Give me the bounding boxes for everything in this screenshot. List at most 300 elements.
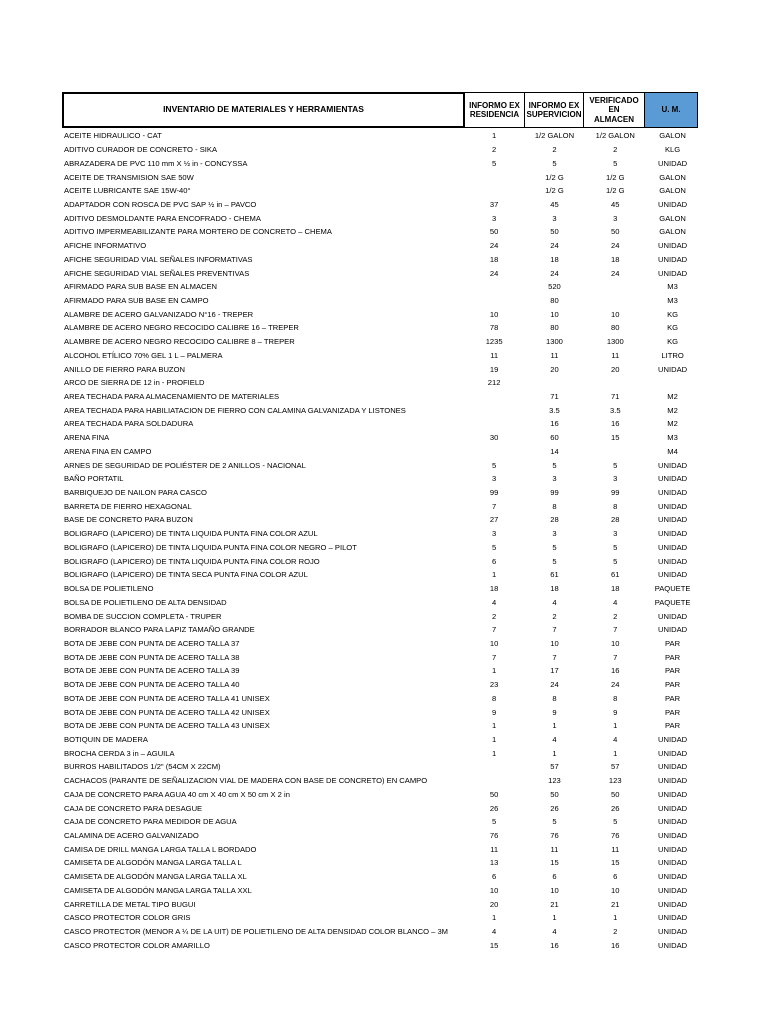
table-row [62, 870, 699, 884]
qty-supervicion: 7 [552, 625, 557, 635]
qty-residencia: 78 [489, 323, 499, 333]
table-row [62, 198, 699, 212]
item-description: AFICHE SEGURIDAD VIAL SEÑALES PREVENTIVAS [64, 268, 250, 278]
unit-measure: UNIDAD [658, 556, 688, 566]
item-description: BOTIQUIN DE MADERA [64, 734, 148, 744]
qty-almacen: 10 [611, 638, 620, 648]
qty-supervicion: 4 [552, 734, 557, 744]
table-row [62, 637, 699, 651]
table-row [62, 829, 699, 843]
table-row [62, 335, 699, 349]
table-row [62, 266, 699, 280]
qty-supervicion: 5 [552, 158, 557, 168]
unit-measure: M4 [667, 446, 678, 456]
qty-supervicion: 3 [552, 213, 557, 223]
qty-residencia: 1 [492, 131, 497, 141]
qty-almacen: 1/2 G [605, 186, 625, 196]
qty-residencia: 7 [492, 652, 497, 662]
item-description: BOMBA DE SUCCION COMPLETA - TRUPER [64, 611, 222, 621]
item-description: ALAMBRE DE ACERO NEGRO RECOCIDO CALIBRE 16 – TREPER [64, 323, 299, 333]
qty-residencia: 10 [489, 638, 499, 648]
qty-residencia: 5 [492, 542, 497, 552]
qty-residencia: 3 [492, 529, 497, 539]
item-description: ACEITE LUBRICANTE SAE 15W-40° [64, 186, 191, 196]
item-description: BOLSA DE POLIETILENO DE ALTA DENSIDAD [64, 597, 227, 607]
item-description: CAJA DE CONCRETO PARA AGUA 40 cm X 40 cm X 50 cm X 2 in [64, 789, 290, 799]
table-row [62, 362, 699, 376]
unit-measure: UNIDAD [658, 364, 688, 374]
qty-almacen: 50 [611, 789, 620, 799]
unit-measure: KG [667, 323, 679, 333]
qty-residencia: 15 [489, 940, 499, 950]
table-row [62, 568, 699, 582]
item-description: ALAMBRE DE ACERO GALVANIZADO N°16 - TREPER [64, 309, 254, 319]
table-row [62, 664, 699, 678]
item-description: ANILLO DE FIERRO PARA BUZON [64, 364, 185, 374]
qty-supervicion: 17 [550, 666, 559, 676]
unit-measure: GALON [659, 131, 686, 141]
table-row [62, 733, 699, 747]
qty-supervicion: 76 [550, 831, 559, 841]
unit-measure: KG [667, 309, 679, 319]
qty-residencia: 1 [492, 570, 497, 580]
qty-almacen: 3 [613, 474, 618, 484]
qty-supervicion: 3 [552, 474, 557, 484]
qty-supervicion: 15 [550, 858, 559, 868]
table-row [62, 595, 699, 609]
qty-almacen: 5 [613, 817, 618, 827]
qty-almacen: 15 [611, 433, 620, 443]
unit-measure: UNIDAD [658, 885, 688, 895]
table-body [62, 129, 699, 952]
qty-almacen: 16 [611, 666, 620, 676]
table-row [62, 321, 699, 335]
qty-supervicion: 1/2 GALON [534, 131, 575, 141]
unit-measure: UNIDAD [658, 803, 688, 813]
qty-residencia: 19 [489, 364, 499, 374]
header-almacen [583, 92, 645, 128]
qty-supervicion: 7 [552, 652, 557, 662]
qty-almacen: 6 [613, 872, 618, 882]
item-description: AREA TECHADA PARA HABILIATACION DE FIERRO CON CALAMINA GALVANIZADA Y LISTONES [64, 405, 406, 415]
item-description: BOLSA DE POLIETILENO [64, 584, 154, 594]
item-description: ACEITE HIDRAULICO - CAT [64, 131, 162, 141]
qty-residencia: 10 [489, 885, 499, 895]
table-row [62, 938, 699, 952]
qty-supervicion: 11 [550, 844, 559, 854]
qty-residencia: 7 [492, 625, 497, 635]
item-description: CAMISA DE DRILL MANGA LARGA TALLA L BORDADO [64, 844, 257, 854]
qty-almacen: 4 [613, 597, 618, 607]
item-description: CASCO PROTECTOR COLOR AMARILLO [64, 940, 210, 950]
qty-supervicion: 9 [552, 707, 557, 717]
item-description: ADITIVO DESMOLDANTE PARA ENCOFRADO - CHEMA [64, 213, 261, 223]
qty-almacen: 15 [611, 858, 620, 868]
table-row [62, 897, 699, 911]
qty-supervicion: 6 [552, 872, 557, 882]
qty-almacen: 1 [613, 721, 618, 731]
qty-supervicion: 60 [550, 433, 559, 443]
item-description: BOLIGRAFO (LAPICERO) DE TINTA LIQUIDA PUNTA FINA COLOR AZUL [64, 529, 318, 539]
item-description: AFICHE SEGURIDAD VIAL SEÑALES INFORMATIVAS [64, 254, 253, 264]
qty-residencia: 1 [492, 748, 497, 758]
table-row [62, 239, 699, 253]
qty-almacen: 2 [613, 145, 618, 155]
qty-almacen: 50 [611, 227, 620, 237]
qty-supervicion: 18 [550, 584, 559, 594]
item-description: AFIRMADO PARA SUB BASE EN CAMPO [64, 295, 209, 305]
qty-supervicion: 11 [550, 350, 559, 360]
unit-measure: UNIDAD [658, 844, 688, 854]
qty-residencia: 10 [489, 309, 499, 319]
item-description: CASCO PROTECTOR COLOR GRIS [64, 913, 191, 923]
table-row [62, 884, 699, 898]
header-supervicion [524, 92, 584, 128]
unit-measure: PAR [665, 707, 681, 717]
item-description: CASCO PROTECTOR (MENOR A ¼ DE LA UIT) DE POLIETILENO DE ALTA DENSIDAD COLOR BLANCO – 3M [64, 927, 448, 937]
qty-supervicion: 99 [550, 488, 559, 498]
item-description: CAMISETA DE ALGODÓN MANGA LARGA TALLA XXL [64, 885, 252, 895]
item-description: BOTA DE JEBE CON PUNTA DE ACERO TALLA 38 [64, 652, 240, 662]
qty-residencia: 5 [492, 158, 497, 168]
table-row [62, 486, 699, 500]
qty-almacen: 3 [613, 213, 618, 223]
unit-measure: UNIDAD [658, 254, 688, 264]
qty-residencia: 50 [489, 789, 499, 799]
item-description: ADITIVO IMPERMEABILIZANTE PARA MORTERO DE CONCRETO – CHEMA [64, 227, 332, 237]
item-description: BAÑO PORTATIL [64, 474, 124, 484]
unit-measure: LITRO [661, 350, 684, 360]
item-description: ARENA FINA EN CAMPO [64, 446, 152, 456]
item-description: CAJA DE CONCRETO PARA DESAGUE [64, 803, 203, 813]
inventory-table [62, 92, 699, 952]
item-description: CAMISETA DE ALGODÓN MANGA LARGA TALLA L [64, 858, 242, 868]
unit-measure: PAR [665, 680, 681, 690]
header-residencia-line2: RESIDENCIA [469, 110, 520, 119]
table-row [62, 541, 699, 555]
qty-supervicion: 5 [552, 460, 557, 470]
header-residencia [464, 92, 525, 128]
table-row [62, 390, 699, 404]
table-row [62, 760, 699, 774]
item-description: ARCO DE SIERRA DE 12 in - PROFIELD [64, 378, 205, 388]
table-row [62, 609, 699, 623]
qty-supervicion: 21 [550, 899, 559, 909]
qty-almacen: 1300 [606, 337, 624, 347]
unit-measure: UNIDAD [658, 501, 688, 511]
table-row [62, 294, 699, 308]
qty-almacen: 45 [611, 199, 620, 209]
qty-residencia: 50 [489, 227, 499, 237]
qty-almacen: 9 [613, 707, 618, 717]
qty-almacen: 26 [611, 803, 620, 813]
qty-almacen: 76 [611, 831, 620, 841]
item-description: BOTA DE JEBE CON PUNTA DE ACERO TALLA 40 [64, 680, 240, 690]
qty-almacen: 2 [613, 927, 618, 937]
table-row [62, 856, 699, 870]
qty-residencia: 23 [489, 680, 499, 690]
item-description: BARRETA DE FIERRO HEXAGONAL [64, 501, 192, 511]
qty-supervicion: 5 [552, 817, 557, 827]
table-row [62, 403, 699, 417]
qty-residencia: 5 [492, 460, 497, 470]
qty-almacen: 5 [613, 158, 618, 168]
unit-measure: UNIDAD [658, 570, 688, 580]
item-description: CACHACOS (PARANTE DE SEÑALIZACION VIAL DE MADERA CON BASE DE CONCRETO) EN CAMPO [64, 776, 428, 786]
qty-supervicion: 16 [550, 419, 559, 429]
unit-measure: KG [667, 337, 679, 347]
qty-residencia: 18 [489, 584, 499, 594]
qty-residencia: 30 [489, 433, 499, 443]
unit-measure: M2 [667, 419, 678, 429]
item-description: ALAMBRE DE ACERO NEGRO RECOCIDO CALIBRE 8 – TREPER [64, 337, 295, 347]
qty-residencia: 2 [492, 611, 497, 621]
unit-measure: UNIDAD [658, 776, 688, 786]
qty-residencia: 26 [489, 803, 499, 813]
item-description: BOTA DE JEBE CON PUNTA DE ACERO TALLA 39 [64, 666, 240, 676]
table-row [62, 719, 699, 733]
table-row [62, 746, 699, 760]
qty-supervicion: 1/2 G [545, 172, 564, 182]
header-unit: U. M. [644, 92, 698, 128]
qty-residencia: 8 [492, 693, 497, 703]
qty-almacen: 5 [613, 460, 618, 470]
unit-measure: UNIDAD [658, 789, 688, 799]
qty-almacen: 18 [611, 584, 620, 594]
qty-almacen: 28 [611, 515, 620, 525]
unit-measure: UNIDAD [658, 872, 688, 882]
item-description: CALAMINA DE ACERO GALVANIZADO [64, 831, 199, 841]
unit-measure: UNIDAD [658, 748, 688, 758]
unit-measure: UNIDAD [658, 488, 688, 498]
header-residencia-line1: INFORMO EX [469, 100, 520, 110]
table-row [62, 499, 699, 513]
qty-almacen: 21 [611, 899, 620, 909]
qty-supervicion: 123 [548, 776, 561, 786]
table-row [62, 582, 699, 596]
item-description: AREA TECHADA PARA SOLDADURA [64, 419, 194, 429]
qty-almacen: 7 [613, 625, 618, 635]
qty-residencia: 18 [489, 254, 499, 264]
table-row [62, 472, 699, 486]
qty-supervicion: 61 [550, 570, 559, 580]
qty-almacen: 16 [611, 419, 620, 429]
qty-supervicion: 1/2 G [545, 186, 564, 196]
qty-almacen: 61 [611, 570, 620, 580]
qty-supervicion: 18 [550, 254, 559, 264]
qty-almacen: 71 [611, 392, 620, 402]
qty-almacen: 80 [611, 323, 620, 333]
qty-almacen: 24 [611, 680, 620, 690]
qty-supervicion: 8 [552, 693, 557, 703]
qty-supervicion: 8 [552, 501, 557, 511]
table-row [62, 156, 699, 170]
unit-measure: UNIDAD [658, 913, 688, 923]
qty-almacen: 1 [613, 913, 618, 923]
qty-supervicion: 20 [550, 364, 559, 374]
qty-residencia: 4 [492, 597, 497, 607]
qty-residencia: 2 [492, 145, 497, 155]
qty-almacen: 8 [613, 693, 618, 703]
qty-residencia: 1 [492, 734, 497, 744]
qty-supervicion: 3 [552, 529, 557, 539]
qty-residencia: 7 [492, 501, 497, 511]
unit-measure: M3 [667, 433, 678, 443]
qty-supervicion: 2 [552, 145, 557, 155]
item-description: ABRAZADERA DE PVC 110 mm X ½ in - CONCYSSA [64, 158, 248, 168]
qty-residencia: 20 [489, 899, 499, 909]
qty-almacen: 2 [613, 611, 618, 621]
unit-measure: M3 [667, 282, 678, 292]
table-row [62, 705, 699, 719]
item-description: BOLIGRAFO (LAPICERO) DE TINTA SECA PUNTA FINA COLOR AZUL [64, 570, 308, 580]
qty-supervicion: 71 [550, 392, 559, 402]
table-row [62, 788, 699, 802]
qty-supervicion: 50 [550, 227, 559, 237]
qty-residencia: 3 [492, 213, 497, 223]
table-row [62, 349, 699, 363]
table-row [62, 925, 699, 939]
unit-measure: UNIDAD [658, 268, 688, 278]
qty-residencia: 1 [492, 666, 497, 676]
qty-supervicion: 28 [550, 515, 559, 525]
qty-almacen: 1/2 GALON [595, 131, 635, 141]
item-description: ARNES DE SEGURIDAD DE POLIÉSTER DE 2 ANILLOS - NACIONAL [64, 460, 306, 470]
table-row [62, 143, 699, 157]
unit-measure: PAR [665, 638, 681, 648]
unit-measure: UNIDAD [658, 515, 688, 525]
unit-measure: UNIDAD [658, 542, 688, 552]
table-title: INVENTARIO DE MATERIALES Y HERRAMIENTAS [62, 92, 465, 128]
item-description: ADITIVO CURADOR DE CONCRETO - SIKA [64, 145, 218, 155]
header-supervicion-line2: SUPERVICION [526, 110, 582, 119]
qty-residencia: 212 [487, 378, 501, 388]
qty-almacen: 24 [611, 268, 620, 278]
unit-measure: PAR [665, 666, 681, 676]
qty-supervicion: 10 [550, 885, 559, 895]
unit-measure: PAQUETE [654, 584, 691, 594]
qty-residencia: 27 [489, 515, 499, 525]
qty-residencia: 99 [489, 488, 499, 498]
table-row [62, 170, 699, 184]
qty-residencia: 37 [489, 199, 499, 209]
qty-supervicion: 4 [552, 597, 557, 607]
unit-measure: GALON [659, 213, 686, 223]
unit-measure: UNIDAD [658, 241, 688, 251]
table-row [62, 184, 699, 198]
unit-measure: KLG [664, 145, 681, 155]
item-description: ARENA FINA [64, 433, 110, 443]
qty-almacen: 3 [613, 529, 618, 539]
table-row [62, 911, 699, 925]
qty-almacen: 11 [611, 350, 620, 360]
unit-measure: UNIDAD [658, 625, 688, 635]
qty-almacen: 1 [613, 748, 618, 758]
table-row [62, 815, 699, 829]
item-description: BORRADOR BLANCO PARA LAPIZ TAMAÑO GRANDE [64, 625, 255, 635]
qty-almacen: 24 [611, 241, 620, 251]
qty-supervicion: 1 [552, 721, 557, 731]
table-row [62, 376, 699, 390]
qty-residencia: 9 [492, 707, 497, 717]
unit-measure: GALON [659, 186, 686, 196]
table-row [62, 513, 699, 527]
unit-measure: GALON [659, 227, 686, 237]
item-description: AFIRMADO PARA SUB BASE EN ALMACEN [64, 282, 218, 292]
item-description: BARBIQUEJO DE NAILON PARA CASCO [64, 488, 207, 498]
unit-measure: GALON [659, 172, 686, 182]
unit-measure: UNIDAD [658, 817, 688, 827]
qty-almacen: 123 [608, 776, 622, 786]
table-header [62, 92, 699, 128]
qty-supervicion: 520 [548, 282, 561, 292]
unit-measure: UNIDAD [658, 158, 688, 168]
unit-measure: UNIDAD [658, 460, 688, 470]
item-description: ALCOHOL ETÍLICO 70% GEL 1 L – PALMERA [64, 350, 223, 360]
qty-supervicion: 1 [552, 748, 557, 758]
qty-almacen: 5 [613, 542, 618, 552]
item-description: CAJA DE CONCRETO PARA MEDIDOR DE AGUA [64, 817, 237, 827]
unit-measure: PAR [665, 721, 681, 731]
item-description: BASE DE CONCRETO PARA BUZON [64, 515, 193, 525]
table-row [62, 129, 699, 143]
qty-residencia: 5 [492, 817, 497, 827]
qty-residencia: 3 [492, 474, 497, 484]
item-description: AFICHE INFORMATIVO [64, 241, 147, 251]
table-row [62, 211, 699, 225]
table-row [62, 623, 699, 637]
qty-almacen: 16 [611, 940, 620, 950]
unit-measure: UNIDAD [658, 899, 688, 909]
qty-supervicion: 24 [550, 680, 559, 690]
unit-measure: M2 [667, 405, 678, 415]
header-almacen-line2: ALMACEN [594, 114, 634, 124]
qty-supervicion: 10 [550, 309, 559, 319]
item-description: CARRETILLA DE METAL TIPO BUGUI [64, 899, 196, 909]
qty-residencia: 11 [490, 844, 499, 854]
qty-residencia: 6 [492, 556, 497, 566]
unit-measure: UNIDAD [658, 858, 688, 868]
item-description: BURROS HABILITADOS 1/2" (54CM X 22CM) [64, 762, 221, 772]
unit-measure: PAQUETE [654, 597, 691, 607]
table-row [62, 527, 699, 541]
item-description: CAMISETA DE ALGODÓN MANGA LARGA TALLA XL [64, 872, 247, 882]
qty-residencia: 76 [489, 831, 499, 841]
qty-supervicion: 1 [552, 913, 557, 923]
unit-measure: UNIDAD [658, 831, 688, 841]
qty-supervicion: 14 [550, 446, 559, 456]
unit-measure: UNIDAD [658, 529, 688, 539]
qty-almacen: 5 [613, 556, 618, 566]
qty-supervicion: 24 [550, 241, 559, 251]
qty-supervicion: 24 [550, 268, 559, 278]
item-description: AREA TECHADA PARA ALMACENAMIENTO DE MATERIALES [64, 392, 280, 402]
qty-almacen: 11 [611, 844, 620, 854]
unit-measure: UNIDAD [658, 927, 688, 937]
table-row [62, 691, 699, 705]
qty-supervicion: 3.5 [549, 405, 560, 415]
unit-measure: M3 [667, 295, 678, 305]
unit-measure: UNIDAD [658, 940, 688, 950]
qty-supervicion: 5 [552, 542, 557, 552]
table-row [62, 678, 699, 692]
qty-almacen: 4 [613, 734, 618, 744]
qty-almacen: 10 [611, 885, 620, 895]
table-row [62, 252, 699, 266]
qty-supervicion: 26 [550, 803, 559, 813]
table-row [62, 842, 699, 856]
qty-residencia: 11 [490, 350, 499, 360]
